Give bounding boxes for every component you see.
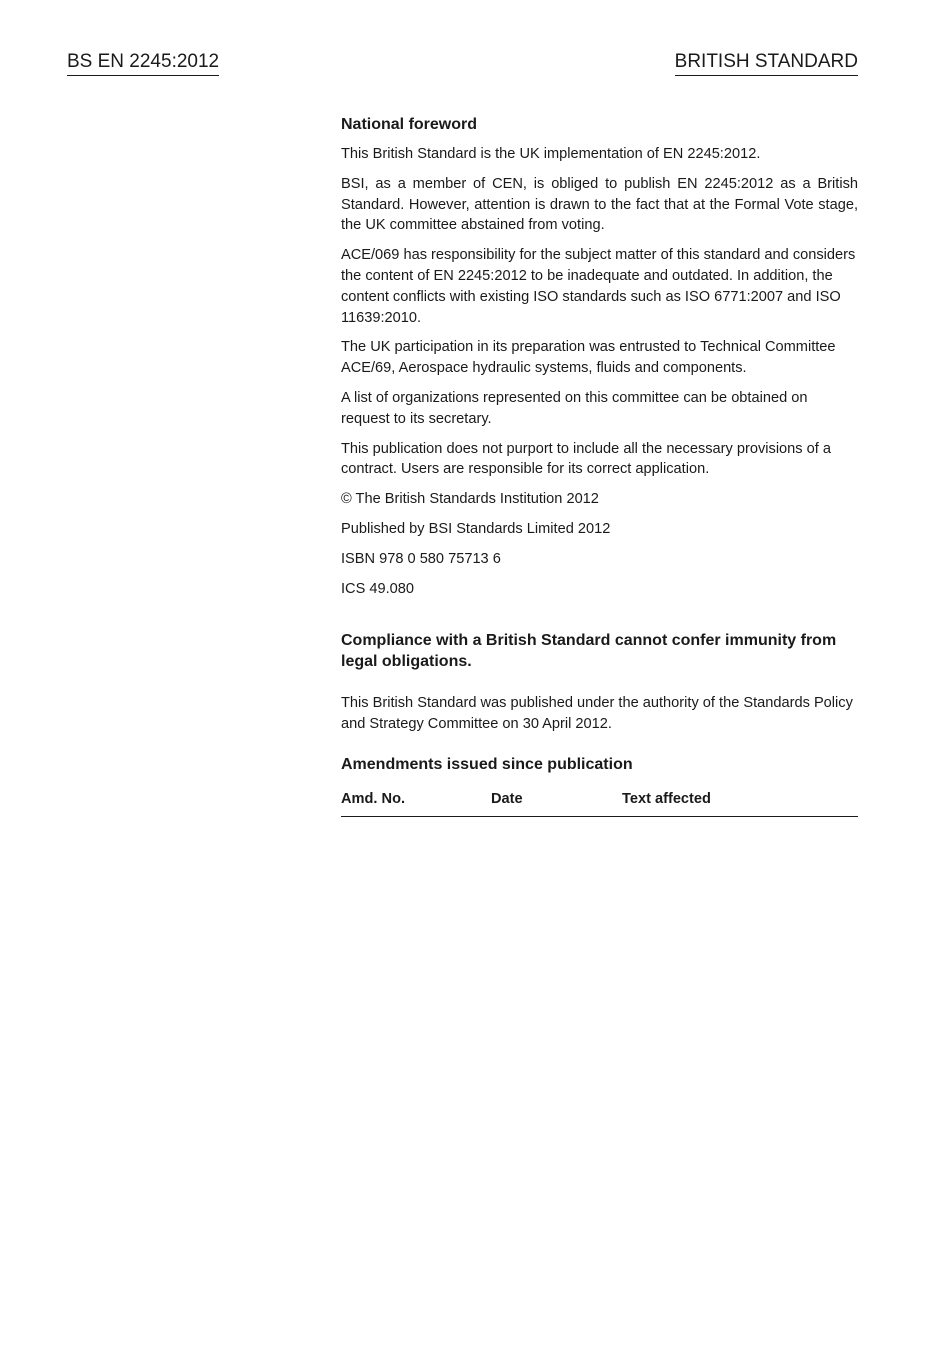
foreword-paragraph: A list of organizations represented on this committee can be obtained on request to its secretary. (341, 389, 808, 427)
main-content (341, 114, 858, 817)
document-number: BS EN 2245:2012 (67, 50, 219, 76)
publication-note: This British Standard was published under the authority of the Standards Policy and Strategy Committee on 30 April 2012. (341, 695, 853, 733)
column-header-text-affected: Text affected (622, 790, 711, 807)
amendments-table-header (341, 789, 858, 817)
compliance-statement: Compliance with a British Standard cannot confer immunity from legal obligations. (341, 632, 837, 671)
ics-line: ICS 49.080 (341, 580, 415, 597)
column-header-date: Date (491, 790, 523, 807)
document-type: BRITISH STANDARD (675, 50, 858, 76)
foreword-paragraph: ACE/069 has responsibility for the subject matter of this standard and considers the content of EN 2245:2012 to be inadequate and outdated. In addition, the content conflicts with existing ISO standards such as ISO 6771:2007 and ISO 11639:2010. (341, 247, 856, 326)
foreword-paragraph: This British Standard is the UK implementation of EN 2245:2012. (341, 146, 761, 162)
foreword-heading: National foreword (341, 116, 478, 133)
isbn-line: ISBN 978 0 580 75713 6 (341, 550, 501, 567)
foreword-paragraph: BSI, as a member of CEN, is obliged to publish EN 2245:2012 as a British Standard. However, attention is drawn to the fact that at the Formal Vote stage, the UK committee abstained from voting. (341, 175, 858, 234)
publisher-line: Published by BSI Standards Limited 2012 (341, 520, 611, 537)
amendments-heading: Amendments issued since publication (341, 755, 633, 773)
column-header-amd-no: Amd. No. (341, 790, 406, 807)
copyright-line: © The British Standards Institution 2012 (341, 491, 599, 508)
foreword-paragraph: The UK participation in its preparation was entrusted to Technical Committee ACE/69, Aerospace hydraulic systems, fluids and components. (341, 339, 836, 377)
foreword-paragraph: This publication does not purport to include all the necessary provisions of a contract. Users are responsible for its correct application. (341, 440, 831, 478)
